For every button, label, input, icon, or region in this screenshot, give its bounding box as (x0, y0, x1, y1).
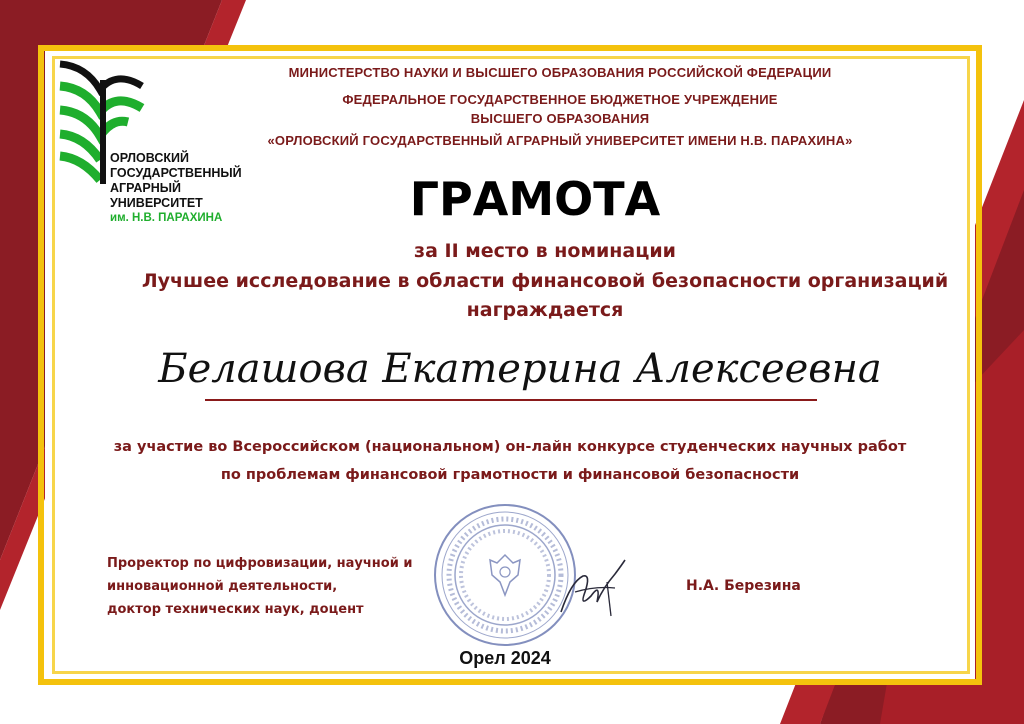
certificate-title: ГРАМОТА (409, 172, 661, 226)
ministry-heading: МИНИСТЕРСТВО НАУКИ И ВЫСШЕГО ОБРАЗОВАНИЯ РОССИЙСКОЙ ФЕДЕРАЦИИ (288, 65, 832, 80)
city-year: Орел 2024 (459, 648, 551, 668)
signature-icon (555, 552, 635, 622)
position-line: доктор технических наук, доцент (107, 602, 364, 617)
logo-line: АГРАРНЫЙ (110, 181, 181, 195)
institution-heading: ФЕДЕРАЛЬНОЕ ГОСУДАРСТВЕННОЕ БЮДЖЕТНОЕ УЧРЕЖДЕНИЕ (342, 92, 778, 107)
recipient-name: Белашова Екатерина Алексеевна (158, 346, 882, 392)
logo-text (110, 151, 242, 226)
logo-line: УНИВЕРСИТЕТ (110, 196, 203, 210)
nomination-text: Лучшее исследование в области финансовой безопасности организаций (141, 270, 949, 292)
name-underline (205, 399, 817, 401)
position-line: инновационной деятельности, (107, 579, 338, 594)
signatory-name: Н.А. Березина (686, 578, 801, 594)
signatory-position (107, 552, 412, 621)
position-line: Проректор по цифровизации, научной и (107, 556, 413, 571)
participation-text: за участие во Всероссийском (национальном) он-лайн конкурсе студенческих научных работ (113, 439, 907, 455)
university-heading: «ОРЛОВСКИЙ ГОСУДАРСТВЕННЫЙ АГРАРНЫЙ УНИВЕРСИТЕТ ИМЕНИ Н.В. ПАРАХИНА» (267, 133, 853, 148)
awarded-text: награждается (466, 299, 624, 321)
logo-line: ОРЛОВСКИЙ (110, 151, 189, 165)
place-text: за II место в номинации (414, 240, 676, 262)
institution-heading: ВЫСШЕГО ОБРАЗОВАНИЯ (470, 111, 650, 126)
logo-line: ГОСУДАРСТВЕННЫЙ (110, 166, 242, 180)
logo-line: им. Н.В. ПАРАХИНА (110, 212, 223, 224)
participation-text: по проблемам финансовой грамотности и финансовой безопасности (220, 467, 800, 483)
